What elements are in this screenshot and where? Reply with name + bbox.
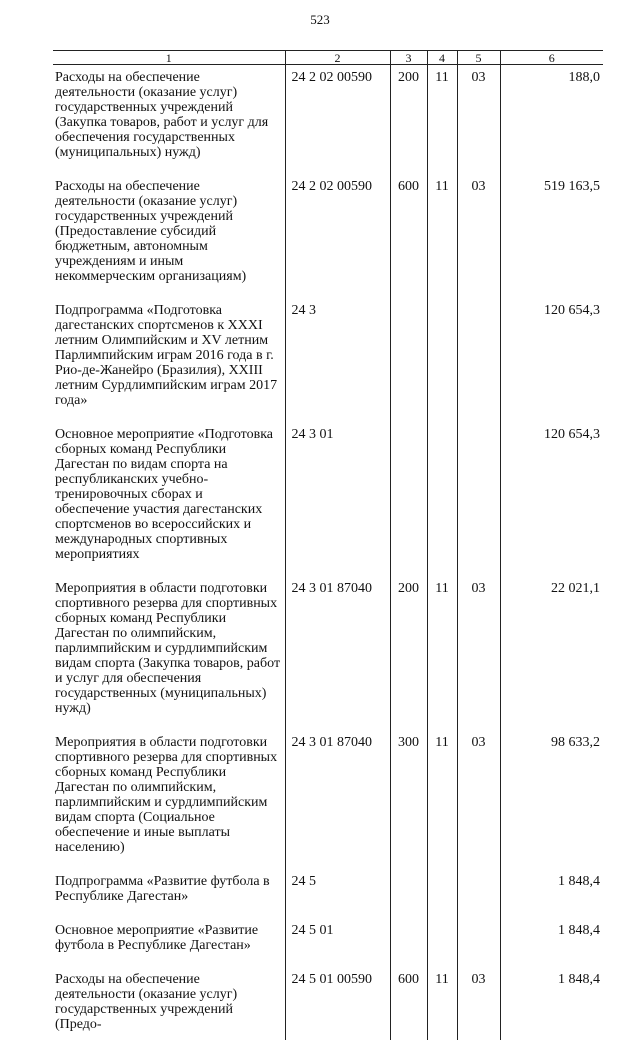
row-amount: 1 848,4 — [500, 967, 603, 1040]
row-subsection: 03 — [457, 576, 500, 730]
row-expense-type: 200 — [390, 65, 427, 175]
table-row — [53, 422, 603, 576]
row-section — [427, 298, 457, 422]
row-amount: 1 848,4 — [500, 869, 603, 918]
row-section: 11 — [427, 967, 457, 1040]
row-subsection: 03 — [457, 65, 500, 175]
row-section — [427, 918, 457, 967]
row-section: 11 — [427, 730, 457, 869]
table-row — [53, 298, 603, 422]
row-section: 11 — [427, 174, 457, 298]
column-header: 3 — [390, 51, 427, 65]
page-number: 523 — [310, 12, 330, 27]
row-code: 24 5 — [285, 869, 390, 918]
row-subsection: 03 — [457, 730, 500, 869]
row-section: 11 — [427, 576, 457, 730]
row-section — [427, 422, 457, 576]
column-header: 5 — [457, 51, 500, 65]
row-amount: 120 654,3 — [500, 422, 603, 576]
budget-table — [53, 50, 603, 1040]
row-amount: 98 633,2 — [500, 730, 603, 869]
row-subsection — [457, 298, 500, 422]
row-subsection — [457, 422, 500, 576]
row-expense-type: 200 — [390, 576, 427, 730]
column-header: 4 — [427, 51, 457, 65]
row-expense-type — [390, 869, 427, 918]
row-name: Основное мероприятие «Развитие футбола в Республике Дагестан» — [55, 923, 259, 953]
table-row — [53, 967, 603, 1040]
row-code: 24 5 01 — [285, 918, 390, 967]
row-code: 24 2 02 00590 — [285, 174, 390, 298]
row-name: Расходы на обеспечение деятельности (оказание услуг) государственных учреждений (Закупка товаров, работ и услуг для обеспечения государственных (муниципальных) нужд) — [55, 70, 269, 160]
row-name: Мероприятия в области подготовки спортивного резерва для спортивных сборных команд Республики Дагестан по олимпийским, парлимпийским и сурдлимпийским видам спорта (Закупка товаров, работ и услуг для обеспечения государственных (муниципальных) нужд) — [55, 581, 281, 716]
table-row — [53, 65, 603, 175]
row-subsection: 03 — [457, 174, 500, 298]
table-row — [53, 576, 603, 730]
row-name: Основное мероприятие «Подготовка сборных команд Республики Дагестан по видам спорта на республиканских учебно-тренировочных сборах и обеспечение участия дагестанских спортсменов во всероссийских и международных спортивных мероприятиях — [55, 427, 274, 562]
row-code: 24 3 01 87040 — [285, 576, 390, 730]
row-name: Мероприятия в области подготовки спортивного резерва для спортивных сборных команд Республики Дагестан по олимпийским, парлимпийским и сурдлимпийским видам спорта (Социальное обеспечение и иные выплаты населению) — [55, 735, 278, 855]
row-subsection — [457, 918, 500, 967]
row-name: Расходы на обеспечение деятельности (оказание услуг) государственных учреждений (Предо- — [55, 972, 238, 1032]
row-amount: 120 654,3 — [500, 298, 603, 422]
column-header: 6 — [500, 51, 603, 65]
row-code: 24 3 01 — [285, 422, 390, 576]
row-section — [427, 869, 457, 918]
row-section: 11 — [427, 65, 457, 175]
row-name: Расходы на обеспечение деятельности (оказание услуг) государственных учреждений (Предоставление субсидий бюджетным, автономным учреждениям и иным некоммерческим организациям) — [55, 179, 247, 284]
row-name: Подпрограмма «Развитие футбола в Республике Дагестан» — [55, 874, 270, 904]
row-code: 24 3 01 87040 — [285, 730, 390, 869]
row-subsection — [457, 869, 500, 918]
column-header: 1 — [53, 51, 285, 65]
row-expense-type: 600 — [390, 174, 427, 298]
table-row — [53, 730, 603, 869]
row-amount: 188,0 — [500, 65, 603, 175]
table-row — [53, 918, 603, 967]
row-code: 24 2 02 00590 — [285, 65, 390, 175]
table-row — [53, 869, 603, 918]
table-row — [53, 174, 603, 298]
row-name: Подпрограмма «Подготовка дагестанских спортсменов к XXXI летним Олимпийским и XV летним Парлимпийским играм 2016 года в г. Рио-де-Жанейро (Бразилия), XXIII летним Сурдлимпийским играм 2017 года» — [55, 303, 278, 408]
row-subsection: 03 — [457, 967, 500, 1040]
row-expense-type — [390, 298, 427, 422]
row-amount: 22 021,1 — [500, 576, 603, 730]
row-expense-type: 300 — [390, 730, 427, 869]
column-header: 2 — [285, 51, 390, 65]
row-expense-type — [390, 918, 427, 967]
row-expense-type: 600 — [390, 967, 427, 1040]
row-amount: 519 163,5 — [500, 174, 603, 298]
row-expense-type — [390, 422, 427, 576]
row-code: 24 5 01 00590 — [285, 967, 390, 1040]
table-header-row — [53, 51, 603, 65]
row-amount: 1 848,4 — [500, 918, 603, 967]
row-code: 24 3 — [285, 298, 390, 422]
